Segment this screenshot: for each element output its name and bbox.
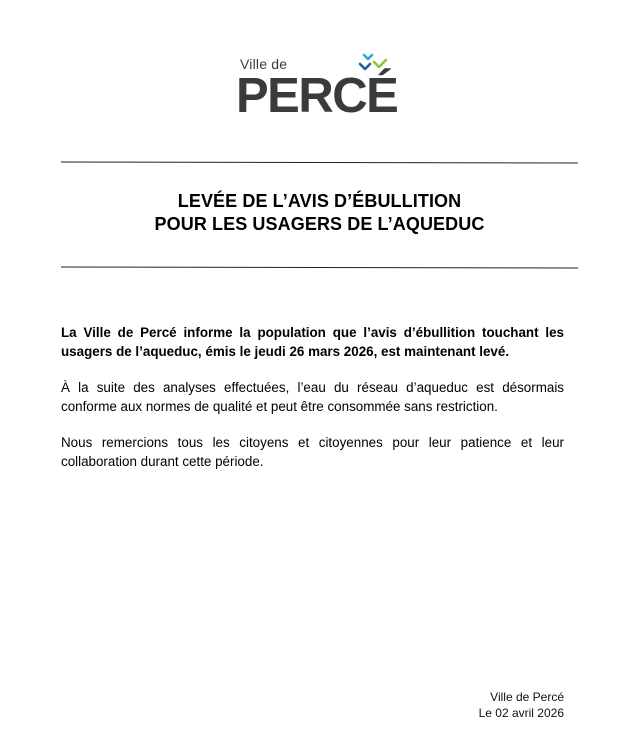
top-divider bbox=[61, 161, 578, 163]
lead-paragraph: La Ville de Percé informe la population que l’avis d’ébullition touchant les usagers de l’aqueduc, émis le jeudi 26 mars 2026, est maintenant levé. bbox=[61, 325, 564, 359]
title-line-2: POUR LES USAGERS DE L’AQUEDUC bbox=[154, 214, 485, 234]
signature-block bbox=[479, 689, 564, 721]
bottom-divider bbox=[61, 267, 578, 269]
signature-organization: Ville de Percé bbox=[490, 690, 564, 704]
title-line-1: LEVÉE DE L’AVIS D’ÉBULLITION bbox=[177, 191, 462, 211]
signature-date: Le 02 avril 2026 bbox=[478, 706, 564, 720]
notice-body bbox=[61, 323, 564, 488]
city-logo bbox=[236, 52, 398, 130]
logo-prefix: Ville de bbox=[240, 56, 288, 72]
notice-title bbox=[61, 190, 578, 236]
body-paragraph: À la suite des analyses effectuées, l’eau du réseau d’aqueduc est désormais conforme aux normes de qualité et peut être consommée sans restriction. bbox=[61, 380, 564, 414]
logo-name: PERCÉ bbox=[236, 69, 398, 123]
body-paragraph: Nous remercions tous les citoyens et citoyennes pour leur patience et leur collaboration durant cette période. bbox=[61, 435, 564, 469]
